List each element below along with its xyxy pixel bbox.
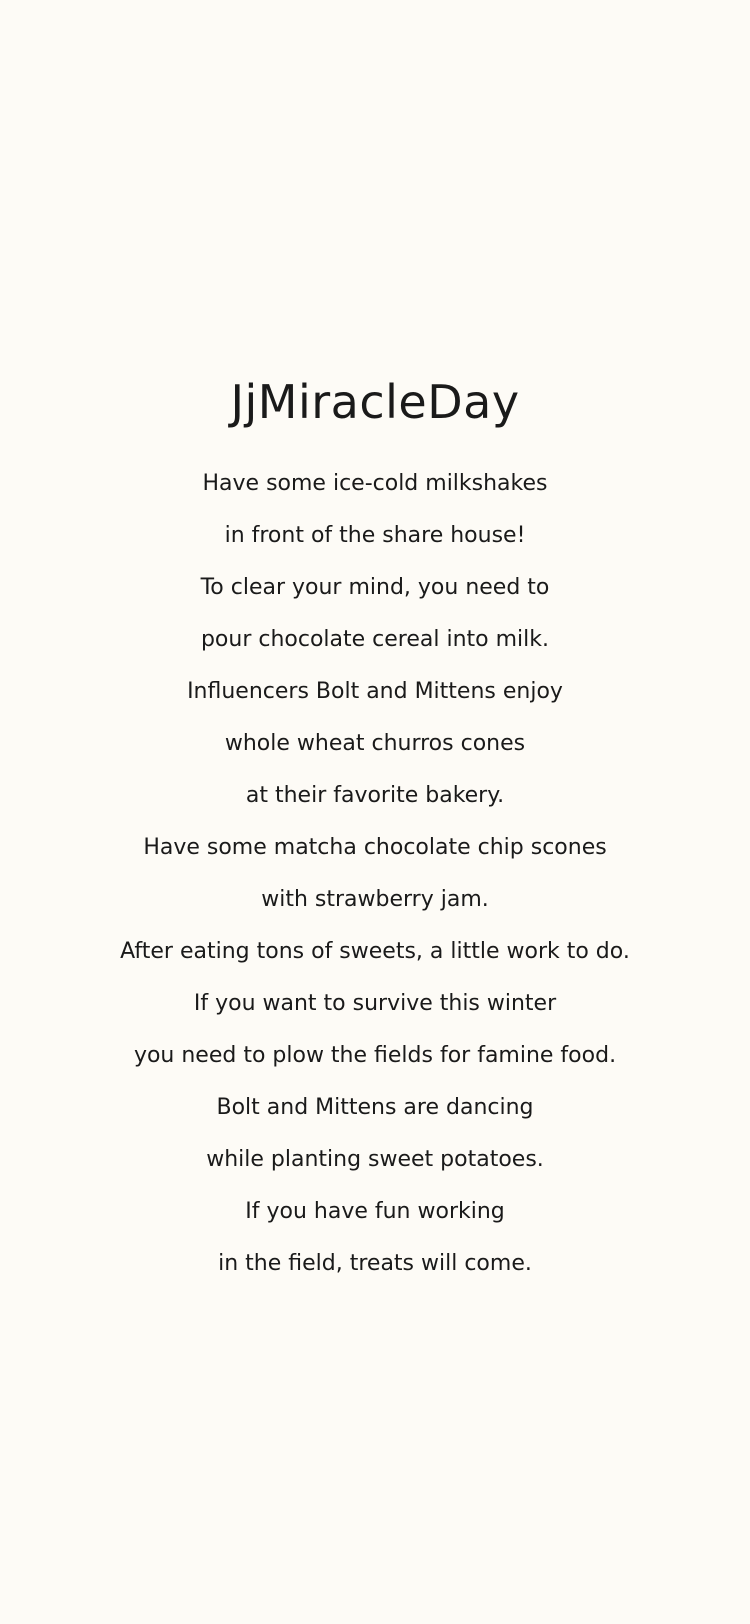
poem-line: you need to plow the fields for famine food.	[133, 1043, 617, 1068]
poem-body	[0, 458, 750, 1290]
poem-line: pour chocolate cereal into milk.	[200, 627, 550, 652]
poem-line: Influencers Bolt and Mittens enjoy	[187, 679, 563, 704]
page-title: JjMiracleDay	[230, 374, 520, 429]
poem-line: in the field, treats will come.	[218, 1251, 532, 1276]
poem-line: After eating tons of sweets, a little work to do.	[120, 939, 630, 964]
poem-line: with strawberry jam.	[261, 887, 489, 912]
poem-line: Have some matcha chocolate chip scones	[143, 835, 607, 860]
poem-line: To clear your mind, you need to	[200, 575, 550, 600]
poem-line: in front of the share house!	[224, 523, 526, 548]
poem-line: Have some ice-cold milkshakes	[202, 471, 548, 496]
poem-line: Bolt and Mittens are dancing	[216, 1095, 534, 1120]
poem-line: If you want to survive this winter	[193, 991, 557, 1016]
poem-line: whole wheat churros cones	[224, 731, 526, 756]
poem-line: If you have fun working	[245, 1199, 505, 1224]
poem-line: while planting sweet potatoes.	[206, 1147, 544, 1172]
poem-line: at their favorite bakery.	[245, 783, 505, 808]
